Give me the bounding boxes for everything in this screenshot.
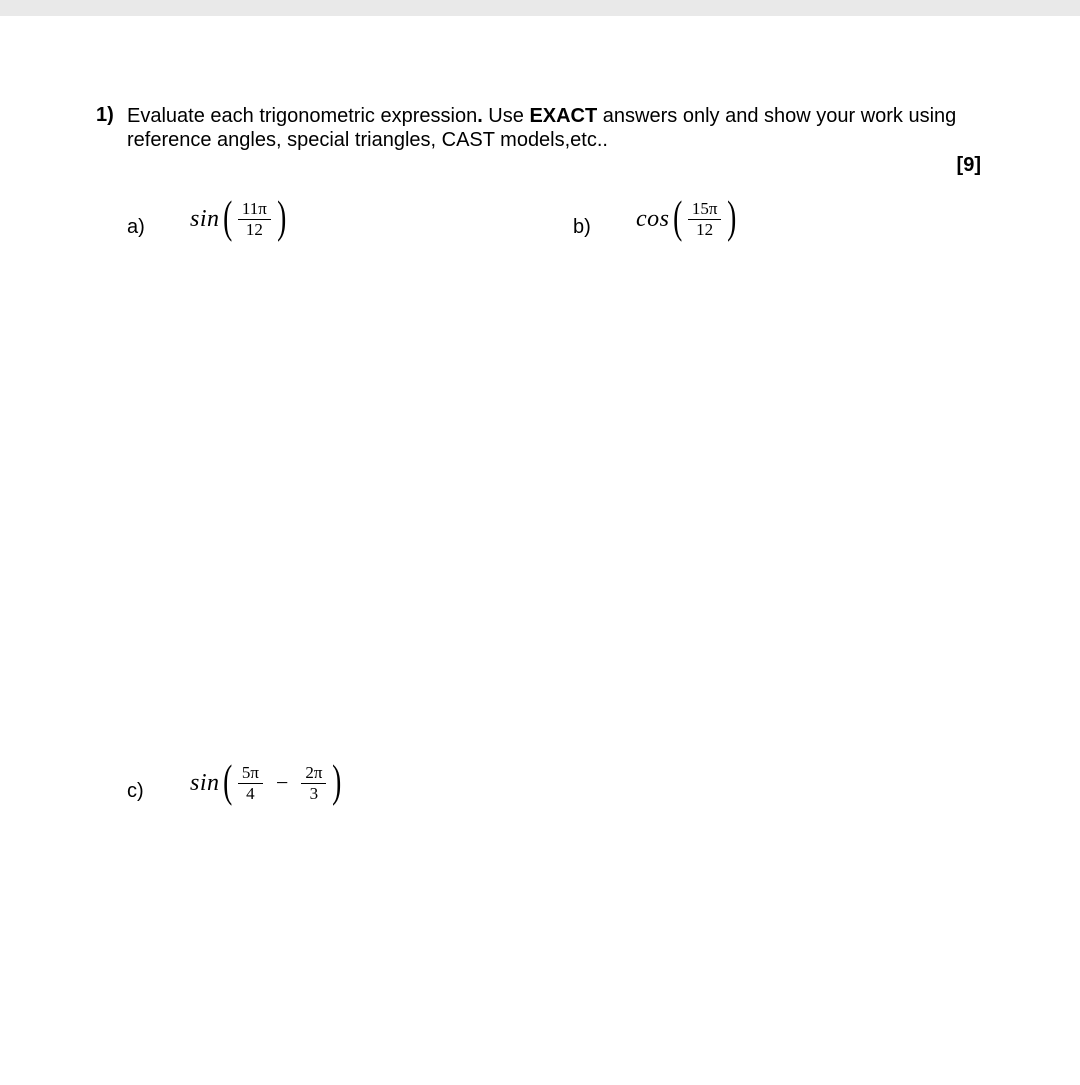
part-c-denominator-2: 3 — [309, 783, 319, 803]
part-c-minus-operator: − — [275, 770, 289, 795]
question-text-emphasis: EXACT — [529, 105, 598, 127]
question-marks: [9] — [956, 154, 981, 176]
part-b-function: cos — [636, 205, 670, 232]
part-a-fraction — [235, 200, 274, 239]
part-a-label: a) — [127, 216, 145, 238]
worksheet-page — [0, 16, 1080, 1085]
part-b-denominator: 12 — [696, 219, 714, 239]
part-c-denominator-1: 4 — [246, 783, 255, 803]
part-a-close-paren: ) — [276, 191, 287, 242]
part-c-label: c) — [127, 780, 144, 802]
part-b-fraction — [685, 200, 725, 239]
part-a-numerator: 11π — [238, 200, 271, 220]
part-b-label: b) — [573, 216, 591, 238]
part-b-expression — [636, 191, 740, 242]
part-c-close-paren: ) — [332, 755, 342, 806]
part-c-expression — [190, 755, 345, 806]
part-c-function: sin — [190, 769, 220, 796]
part-a-function: sin — [190, 205, 220, 232]
part-c-fraction-1 — [235, 764, 266, 803]
question-text-part1: Evaluate each trigonometric expression — [127, 105, 478, 127]
question-text-part3: answers only and show your work using reference angles, special triangles, CAST models,etc.. — [127, 105, 957, 151]
question-text-dot: . — [477, 105, 483, 127]
part-c-fraction-2 — [298, 764, 329, 803]
question-number: 1) — [96, 104, 114, 126]
part-a-expression — [190, 191, 289, 242]
part-c-numerator-2: 2π — [301, 764, 326, 784]
part-a-denominator: 12 — [245, 219, 263, 239]
part-b-open-paren: ( — [672, 191, 682, 242]
part-b-close-paren: ) — [727, 191, 737, 242]
part-c-open-paren: ( — [222, 755, 232, 806]
top-border — [0, 0, 1080, 16]
question-instructions — [127, 104, 1027, 152]
question-text-part2: Use — [482, 105, 530, 127]
part-a-open-paren: ( — [222, 191, 232, 242]
part-c-numerator-1: 5π — [238, 764, 263, 784]
part-b-numerator: 15π — [688, 200, 722, 220]
